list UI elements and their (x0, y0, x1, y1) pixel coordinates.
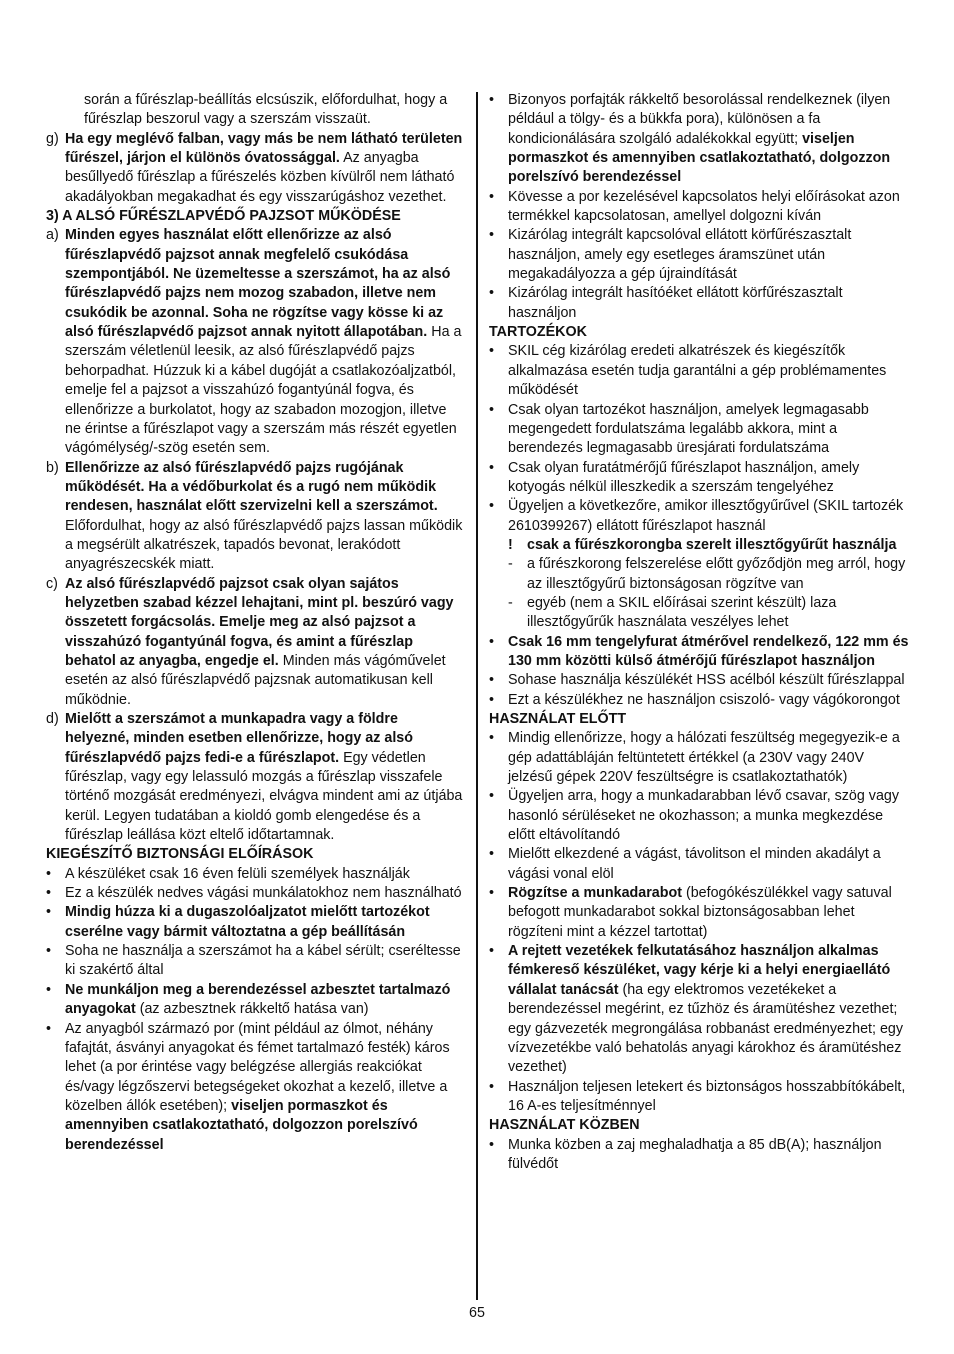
bold-run: Mielőtt a szerszámot a munkapadra vagy a földre helyezné, minden esetben ellenőrizze, hogy az alsó fűrészlapvédő pajzs fedi-e a fűrészlapot. (65, 711, 413, 766)
text-run: Munka közben a zaj meghaladhatja a 85 dB(A); használjon fülvédőt (508, 1136, 882, 1172)
list-marker: • (489, 730, 495, 747)
list-item (46, 575, 466, 710)
text-run: Ezt a készülékhez ne használjon csiszoló- vagy vágókorongot (508, 691, 900, 708)
bullet-item (489, 401, 909, 459)
bold-run: Ne munkáljon meg a berendezéssel azbesztet tartalmazó anyagokat (65, 981, 451, 1018)
bullet-item (489, 226, 909, 284)
bullet-item (489, 729, 909, 787)
item-text (65, 575, 466, 710)
text-run: Az anyagból származó por (mint például az ólmot, néhány fafajtát, ásványi anyagokat és fémet tartalmazó festék) káros lehet (a por érintése vagy belégzése allergiás reakciókat és/vagy légzőszervi betegségeket okozhat a kezelő, illetve a közelben állók esetében); (65, 1020, 450, 1114)
list-marker: • (489, 1136, 495, 1153)
item-text (508, 691, 909, 710)
list-marker: • (46, 981, 52, 998)
text-run: Egy védetlen fűrészlap, vagy egy lelassuló mozgás a fűrészlap visszafele történő mozgását eredményezi, elvágva mindent ami az útjába kerül. Legyen tudatában a kioldó gomb elengedése és a fűrészlap leállása közt eltelő időtartamnak. (65, 749, 463, 844)
bullet-item (46, 981, 466, 1020)
text-run: (befogókészülékkel vagy satuval befogott munkadarabot sokkal biztonságosabban lehet rögzíteni mint a kézzel tartottat) (508, 885, 892, 940)
bullet-item (489, 845, 909, 884)
bullet-item (489, 633, 909, 672)
list-item (489, 594, 909, 633)
item-text (65, 459, 466, 575)
list-marker: • (489, 885, 495, 902)
list-marker: • (489, 459, 495, 476)
item-text (527, 536, 909, 555)
text-run: Soha ne használja a szerszámot ha a kábel sérült; cseréltesse ki szakértő által (65, 943, 461, 979)
item-text (65, 942, 466, 981)
list-item (46, 130, 466, 207)
item-text (508, 1136, 909, 1175)
item-text (65, 903, 466, 942)
item-text (65, 226, 466, 458)
bold-run: Ha egy meglévő falban, vagy más be nem látható területen fűrészel, járjon el különös óvatossággal. (65, 130, 463, 167)
text-run: Csak olyan furatátmérőjű fűrészlapot használjon, amely kotyogás nélkül illeszkedik a szerszám tengelyéhez (508, 459, 860, 495)
list-marker: • (46, 865, 52, 882)
text-run: során a fűrészlap-beállítás elcsúszik, előfordulhat, hogy a fűrészlap beszorul vagy a szerszám visszaüt. (84, 92, 448, 128)
bold-run: Minden egyes használat előtt ellenőrizze az alsó fűrészlapvédő pajzsot annak megfelelő csukódása szempontjából. Ne üzemeltesse a szerszámot, ha az alsó fűrészlapvédő pajzs nem mozog szabadon, illetve nem csukódik be azonnal. Soha ne rögzítse vagy kösse ki az alsó fűrészlapvédő pajzsot annak nyitott állapotában. (65, 227, 451, 341)
bullet-item (489, 1078, 909, 1117)
list-item (46, 91, 466, 130)
section-heading: KIEGÉSZÍTŐ BIZTONSÁGI ELŐÍRÁSOK (46, 846, 314, 863)
bullet-item (46, 942, 466, 981)
section-heading: HASZNÁLAT ELŐTT (489, 711, 627, 727)
item-text (508, 787, 909, 845)
bold-run: Mindig húzza ki a dugaszolóaljzatot mielőtt tartozékot cserélne vagy bármit változtatna a gép beállításán (65, 904, 430, 940)
left-column (46, 91, 466, 1155)
list-marker: d) (46, 711, 59, 727)
item-text (65, 130, 466, 207)
text-run: Kövesse a por kezelésével kapcsolatos helyi előírásokat azon termékkel kapcsolatosan, amellyel dolgozni kíván (508, 188, 900, 225)
item-text (508, 1078, 909, 1117)
bullet-item (489, 691, 909, 710)
item-text (65, 1020, 466, 1155)
list-marker: b) (46, 459, 59, 476)
text-run: SKIL cég kizárólag eredeti alkatrészek és kiegészítők alkalmazása esetén tudja garantálni a gép problémamentes működését (508, 343, 887, 399)
bullet-item (489, 342, 909, 400)
list-marker: • (489, 188, 495, 205)
bullet-item (489, 1136, 909, 1175)
right-column (489, 91, 909, 1174)
text-run: Mindig ellenőrizze, hogy a hálózati feszültség megegyezik-e a gép adattábláján feltüntetett értékkel (a 230V vagy 240V jelzésű gépek 220V feszültségre is csatlakoztathatók) (508, 730, 900, 786)
text-run: Kizárólag integrált kapcsolóval ellátott körfűrészasztalt használjon, amely egy esetleges áramszünet után megakadályozza a gép újraindítását (508, 227, 852, 283)
item-text (65, 884, 466, 903)
text-run: Sohase használja készülékét HSS acélból készült fűrészlappal (508, 672, 905, 689)
list-item (46, 226, 466, 458)
bold-run: Rögzítse a munkadarabot (508, 885, 682, 902)
text-run: Ügyeljen a következőre, amikor illesztőgyűrűvel (SKIL tartozék 2610399267) ellátott fűrészlapot használ (508, 498, 904, 534)
list-marker: • (489, 343, 495, 360)
list-marker: c) (46, 575, 58, 592)
bold-run: Csak 16 mm tengelyfurat átmérővel rendelkező, 122 mm és 130 mm közötti külső átmérőjű fűrészlapot használjon (508, 633, 909, 669)
bullet-item (489, 91, 909, 188)
list-marker: • (46, 885, 52, 902)
item-text (65, 981, 466, 1020)
list-marker: • (489, 846, 495, 863)
item-text (508, 226, 909, 284)
bullet-item (489, 459, 909, 498)
list-marker: • (489, 227, 495, 244)
bullet-item (46, 865, 466, 884)
text-run: Bizonyos porfajták rákkeltő besorolással rendelkeznek (ilyen például a tölgy- és a bükkfa pora), különösen a fa kondicionálására szolgáló adalékokkal együtt; (508, 92, 891, 147)
bold-run: A rejtett vezetékek felkutatásához használjon alkalmas fémkereső készüléket, vagy kérje ki a helyi energiaellátó vállalat tanácsát (508, 943, 891, 998)
text-run: Ha a szerszám véletlenül leesik, az alsó fűrészlapvédő pajzs behorpadhat. Húzzuk ki a kábel dugóját a csatlakozóaljzatból, emelje fel a pajzsot a visszahúzó fogantyúnál fogva, és ellenőrizze a burkolatot, hogy az szabadon mozogjon, illetve ne érintse a fűrészlapot vagy a szerszám más részét egyetlen vágómélység/-szög esetén sem. (65, 324, 462, 457)
list-item (46, 459, 466, 575)
bold-run: viseljen pormaszkot és amennyiben csatlakoztatható, dolgozzon porelszívó berendezéssel (65, 1097, 418, 1153)
bold-run: Ellenőrizze az alsó fűrészlapvédő pajzs rugójának működését. Ha a védőburkolat és a rugó nem működik rendesen, használat előtt szervizelni kell a szerszámot. (65, 459, 438, 515)
text-run: egyéb (nem a SKIL előírásai szerint készült) laza illesztőgyűrűk használata veszélyes lehet (527, 594, 837, 631)
list-item (489, 555, 909, 594)
list-marker: • (46, 943, 52, 960)
list-marker: • (489, 285, 495, 302)
list-marker: • (489, 691, 495, 708)
bullet-item (489, 497, 909, 536)
text-run: A készüléket csak 16 éven felüli személyek használják (65, 865, 410, 882)
item-text (508, 671, 909, 690)
list-marker: • (489, 1078, 495, 1095)
list-marker: • (489, 672, 495, 689)
text-run: Mielőtt elkezdené a vágást, távolitson el minden akadályt a vágási vonal elöl (508, 846, 881, 882)
item-text (527, 555, 909, 594)
item-text (508, 633, 909, 672)
list-marker: - (508, 594, 513, 611)
item-text (508, 284, 909, 323)
bullet-item (489, 884, 909, 942)
text-run: Ez a készülék nedves vágási munkálatokhoz nem használható (65, 885, 462, 902)
list-marker: • (489, 401, 495, 418)
list-marker: • (46, 1020, 52, 1037)
list-item (489, 536, 909, 555)
bullet-item (46, 903, 466, 942)
item-text (508, 497, 909, 536)
page-number: 65 (469, 1305, 485, 1321)
list-marker: • (489, 788, 495, 805)
bullet-item (46, 1020, 466, 1155)
text-run: (ha egy elektromos vezetékeket a berendezéssel megérint, ez tűzhöz és áramütéshez vezethet; egy gázvezeték megrongálása robbanást eredményezhet; egy vízvezetékbe való behatolás anyagi károkhoz és áramütéshez vezethet) (508, 981, 904, 1076)
text-run: Csak olyan tartozékot használjon, amelyek legmagasabb megengedett fordulatszáma legalább akkora, mint a berendezés legmagasabb üresjárati fordulatszáma (508, 401, 869, 457)
item-text (508, 942, 909, 1077)
bold-run: csak a fűrészkorongba szerelt illesztőgyűrűt használja (527, 536, 897, 553)
text-run: Használjon teljesen letekert és biztonságos hosszabbítókábelt, 16 A-es teljesítménnyel (508, 1078, 906, 1114)
list-marker: • (489, 498, 495, 515)
bold-run: Az alsó fűrészlapvédő pajzsot csak olyan sajátos helyzetben szabad kézzel lehajtani, mint pl. beszúró vagy összetett forgácsolás. Emelje meg az alsó pajzsot a visszahúzó fogantyúnál fogva, és amint a fűrészlap behatol az anyagba, engedje el. (65, 575, 454, 669)
item-text (508, 188, 909, 227)
list-marker: g) (46, 130, 59, 147)
bullet-item (489, 671, 909, 690)
section-heading: TARTOZÉKOK (489, 324, 587, 341)
list-marker: • (46, 904, 52, 921)
list-marker: ! (508, 536, 513, 553)
section-heading: HASZNÁLAT KÖZBEN (489, 1117, 640, 1134)
item-text (508, 729, 909, 787)
item-text (508, 342, 909, 400)
list-item (46, 710, 466, 845)
item-text (508, 401, 909, 459)
text-run: Előfordulhat, hogy az alsó fűrészlapvédő pajzs lassan működik a megsérült alkatrészek, tapadós bevonat, lerakódott anyagrészecskék miatt. (65, 517, 463, 573)
list-marker (65, 91, 84, 130)
bullet-item (489, 787, 909, 845)
item-text (527, 594, 909, 633)
list-marker: a) (46, 227, 59, 244)
list-marker: • (489, 943, 495, 960)
item-text (508, 91, 909, 188)
text-run: (az azbesztnek rákkeltő hatása van) (135, 1001, 369, 1018)
list-marker: • (489, 92, 495, 108)
bold-run: viseljen pormaszkot és amennyiben csatlakoztatható, dolgozzon porelszívó berendezéssel (508, 130, 891, 186)
text-run: Az anyagba besűllyedő fűrészlap a fűrészelés közben kívülről nem látható akadályokban megakadhat és egy visszarúgáshoz vezethet. (65, 150, 455, 205)
list-marker: • (489, 633, 495, 650)
bullet-item (489, 942, 909, 1077)
item-text (65, 710, 466, 845)
item-text (508, 884, 909, 942)
section-heading: 3) A ALSÓ FŰRÉSZLAPVÉDŐ PAJZSOT MŰKÖDÉSE (46, 208, 401, 225)
list-marker: - (508, 556, 513, 573)
bullet-item (489, 188, 909, 227)
column-divider (476, 92, 478, 1300)
bullet-item (46, 884, 466, 903)
text-run: Ügyeljen arra, hogy a munkadarabban lévő csavar, szög vagy hasonló sérüléseket ne okozhasson; a munka megkezdése előtt eltávolítandó (508, 788, 900, 844)
item-text (84, 91, 466, 130)
text-run: Kizárólag integrált hasítóéket ellátott körfűrészasztalt használjon (508, 285, 843, 321)
text-run: Minden más vágóművelet esetén az alsó fűrészlapvédő pajzsnak automatikusan kell működnie. (65, 652, 446, 708)
item-text (508, 459, 909, 498)
text-run: a fűrészkorong felszerelése előtt győződjön meg arról, hogy az illesztőgyűrű biztonságosan rögzítve van (527, 556, 906, 592)
item-text (508, 845, 909, 884)
bullet-item (489, 284, 909, 323)
item-text (65, 865, 466, 884)
